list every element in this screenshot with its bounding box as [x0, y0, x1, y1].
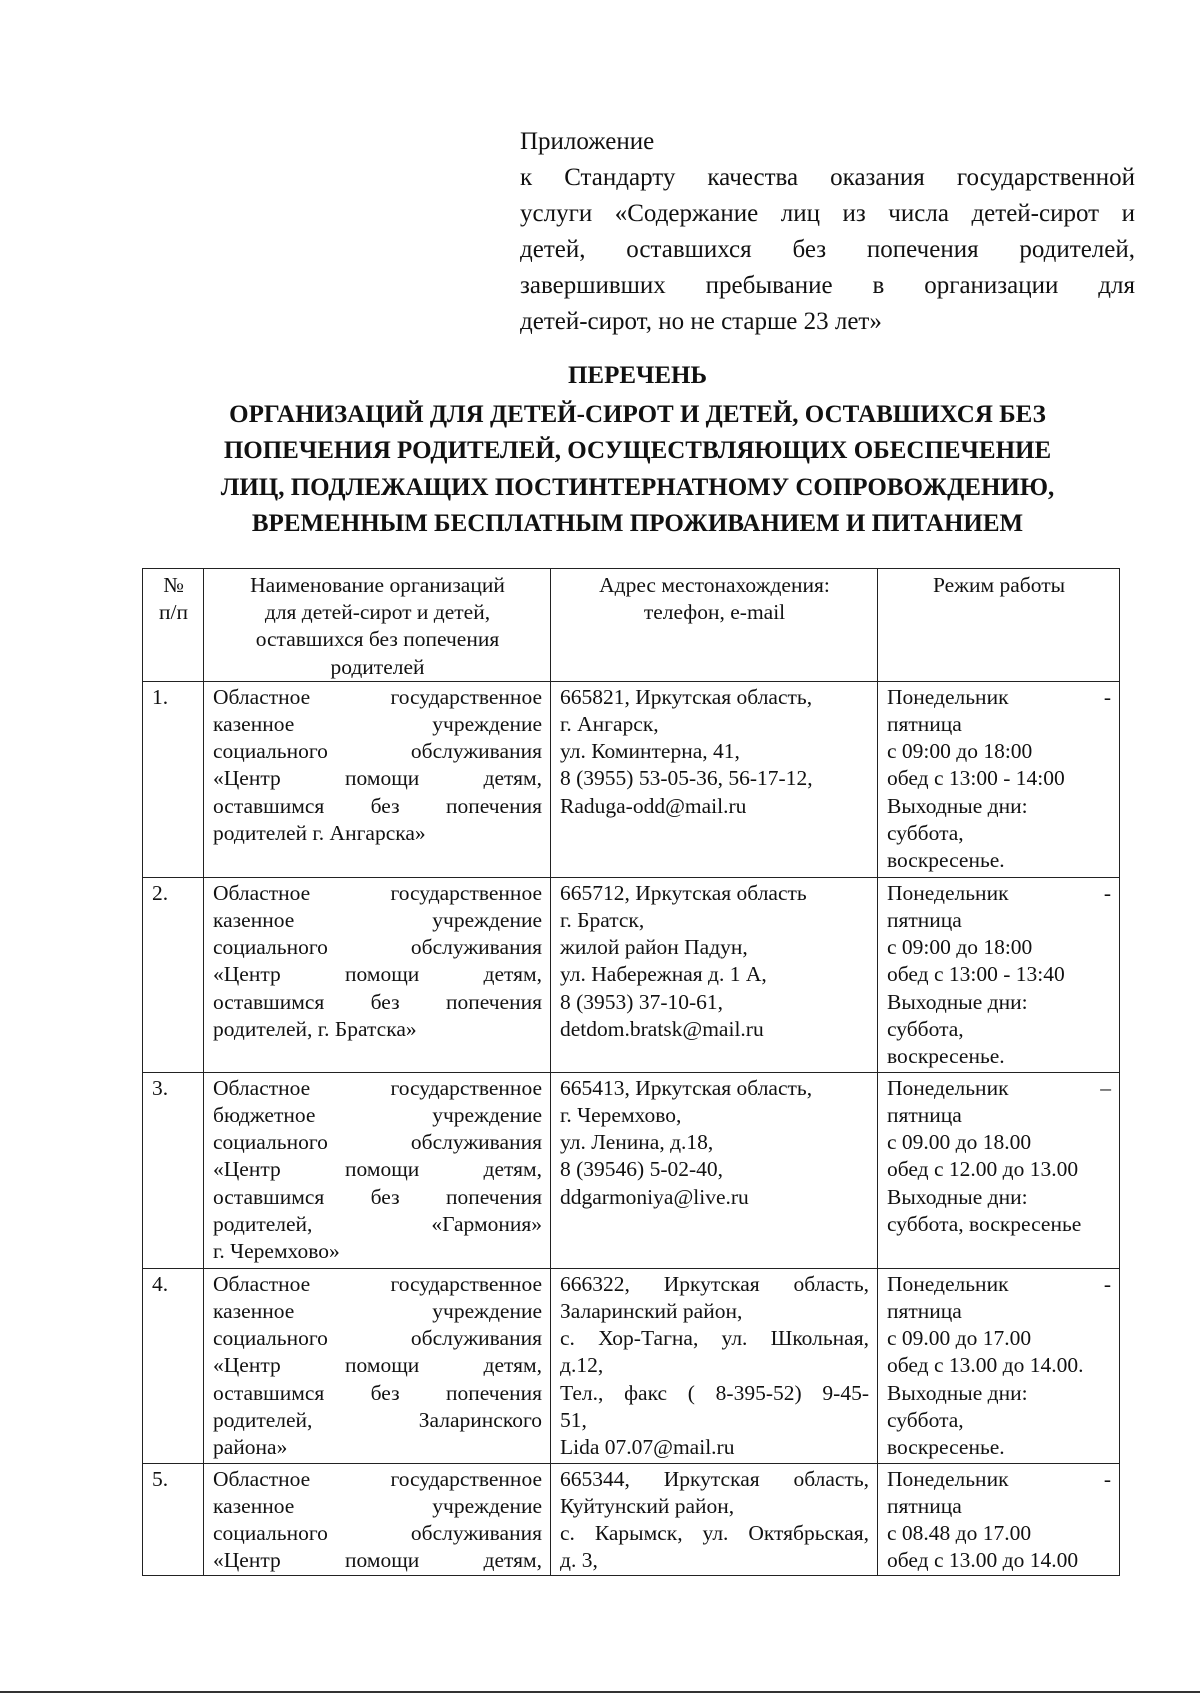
- mode-line: с 09:00 до 18:00: [887, 739, 1033, 764]
- mode-line: воскресенье.: [887, 1435, 1005, 1460]
- mode-first-day: Понедельник: [887, 684, 1009, 709]
- mode-line: Выходные дни:: [887, 1380, 1028, 1405]
- address-cell: [551, 877, 878, 1072]
- address-line: 665712, Иркутская область: [560, 880, 807, 905]
- org-name-line: казенное учреждение: [213, 1494, 542, 1519]
- org-name-cell: [204, 1072, 551, 1268]
- address-line: 666322, Иркутская область,: [560, 1271, 869, 1296]
- address-line: ул. Коминтерна, 41,: [560, 739, 740, 764]
- mode-line: пятница: [887, 908, 962, 933]
- mode-first-day: Понедельник: [887, 880, 1009, 905]
- appendix-line: к Стандарту качества оказания государственной: [520, 164, 1135, 191]
- address-line: 51,: [560, 1407, 587, 1432]
- org-name-line: социального обслуживания: [213, 1130, 542, 1155]
- row-number: 3.: [143, 1072, 204, 1268]
- mode-line: с 09.00 до 18.00: [887, 1130, 1032, 1155]
- address-line: г. Черемхово,: [560, 1103, 682, 1128]
- address-line: г. Ангарск,: [560, 712, 659, 737]
- row-number: 1.: [143, 681, 204, 877]
- org-name-line: «Центр помощи детям,: [213, 1353, 542, 1378]
- mode-dash: –: [1100, 1075, 1111, 1100]
- work-mode-cell: [878, 877, 1120, 1072]
- header-name-line: для детей-сирот и детей,: [264, 600, 491, 625]
- header-num-line: №: [163, 573, 184, 597]
- mode-dash: -: [1103, 880, 1111, 905]
- header-address-line: Адрес местонахождения:: [599, 573, 830, 597]
- table-row: [143, 681, 1120, 877]
- org-name-line: казенное учреждение: [213, 1299, 542, 1324]
- title-line: ЛИЦ, ПОДЛЕЖАЩИХ ПОСТИНТЕРНАТНОМУ СОПРОВОЖДЕНИЮ,: [220, 473, 1055, 501]
- org-name-line: родителей, «Гармония»: [213, 1211, 542, 1236]
- table-row: [143, 877, 1120, 1072]
- title-line: ПОПЕЧЕНИЯ РОДИТЕЛЕЙ, ОСУЩЕСТВЛЯЮЩИХ ОБЕСПЕЧЕНИЕ: [223, 437, 1052, 464]
- address-cell: [551, 1072, 878, 1268]
- org-name-cell: [204, 877, 551, 1072]
- organizations-table: [142, 568, 1120, 1576]
- title-line: ВРЕМЕННЫМ БЕСПЛАТНЫМ ПРОЖИВАНИЕМ И ПИТАНИЕМ: [251, 510, 1024, 537]
- mode-line: обед с 13:00 - 14:00: [887, 766, 1065, 791]
- address-cell: [551, 1463, 878, 1575]
- mode-line: с 09:00 до 18:00: [887, 935, 1033, 960]
- address-line: Заларинский район,: [560, 1299, 743, 1324]
- table-header-row: [143, 569, 1120, 682]
- org-name-line: «Центр помощи детям,: [213, 766, 542, 791]
- org-name-line: г. Черемхово»: [213, 1239, 340, 1264]
- mode-line: Выходные дни:: [887, 793, 1028, 818]
- email-text: Raduga-odd@mail.ru: [560, 793, 747, 818]
- email-text: detdom.bratsk@mail.ru: [560, 1016, 764, 1041]
- org-name-line: социального обслуживания: [213, 1521, 542, 1546]
- address-line: 8 (39546) 5-02-40,: [560, 1157, 724, 1182]
- work-mode-cell: [878, 1268, 1120, 1463]
- row-number: 2.: [143, 877, 204, 1072]
- work-mode-cell: [878, 1463, 1120, 1575]
- org-name-line: бюджетное учреждение: [213, 1103, 542, 1128]
- appendix-line: завершивших пребывание в организации для: [520, 272, 1135, 299]
- org-name-line: Областное государственное: [213, 1075, 542, 1100]
- org-name-cell: [204, 1268, 551, 1463]
- address-line: Тел., факс ( 8-395-52) 9-45-: [560, 1380, 869, 1405]
- mode-first-line: [887, 880, 1111, 907]
- table-row: [143, 1268, 1120, 1463]
- mode-line: воскресенье.: [887, 1044, 1005, 1069]
- org-name-line: родителей, Заларинского: [213, 1407, 542, 1432]
- mode-first-day: Понедельник: [887, 1271, 1009, 1296]
- org-name-line: Областное государственное: [213, 1466, 542, 1491]
- org-name-line: оставшимся без попечения: [213, 1380, 542, 1405]
- mode-line: Выходные дни:: [887, 1184, 1028, 1209]
- appendix-heading: Приложение: [520, 128, 655, 155]
- title-main: ПЕРЕЧЕНЬ: [567, 362, 708, 389]
- table-row: [143, 1463, 1120, 1575]
- appendix-line: детей-сирот, но не старше 23 лет»: [520, 308, 882, 335]
- header-name: [204, 569, 551, 682]
- mode-first-line: [887, 1466, 1111, 1493]
- mode-first-line: [887, 1271, 1111, 1298]
- address-line: 665344, Иркутская область,: [560, 1466, 869, 1491]
- org-name-line: социального обслуживания: [213, 1326, 542, 1351]
- org-name-line: оставшимся без попечения: [213, 989, 542, 1014]
- address-line: г. Братск,: [560, 908, 645, 933]
- mode-line: суббота, воскресенье: [887, 1211, 1082, 1236]
- row-number: 5.: [143, 1463, 204, 1575]
- address-line: 665821, Иркутская область,: [560, 684, 813, 709]
- email-text: ddgarmoniya@live.ru: [560, 1184, 749, 1209]
- address-line: ул. Ленина, д.18,: [560, 1130, 714, 1155]
- email-text: Lida 07.07@mail.ru: [560, 1435, 735, 1460]
- org-name-line: Областное государственное: [213, 880, 542, 905]
- address-cell: [551, 681, 878, 877]
- address-line: с. Хор-Тагна, ул. Школьная,: [560, 1326, 869, 1351]
- mode-line: суббота,: [887, 1016, 964, 1041]
- mode-line: обед с 13.00 до 14.00.: [887, 1353, 1084, 1378]
- header-address-line: телефон, e-mail: [643, 600, 786, 625]
- mode-line: Выходные дни:: [887, 989, 1028, 1014]
- org-name-line: Областное государственное: [213, 684, 542, 709]
- org-name-line: казенное учреждение: [213, 712, 542, 737]
- mode-first-day: Понедельник: [887, 1466, 1009, 1491]
- org-name-line: района»: [213, 1435, 288, 1460]
- org-name-line: социального обслуживания: [213, 935, 542, 960]
- org-name-line: Областное государственное: [213, 1271, 542, 1296]
- org-name-line: родителей, г. Братска»: [213, 1016, 417, 1041]
- header-address: [551, 569, 878, 682]
- header-name-line: родителей: [330, 654, 425, 679]
- row-number: 4.: [143, 1268, 204, 1463]
- org-name-line: социального обслуживания: [213, 739, 542, 764]
- mode-line: пятница: [887, 712, 962, 737]
- appendix-line: услуги «Содержание лиц из числа детей-сирот и: [520, 200, 1135, 227]
- title-line: ОРГАНИЗАЦИЙ ДЛЯ ДЕТЕЙ-СИРОТ И ДЕТЕЙ, ОСТАВШИХСЯ БЕЗ: [229, 400, 1046, 428]
- org-name-line: оставшимся без попечения: [213, 793, 542, 818]
- scan-bottom-edge: [0, 1691, 1200, 1693]
- org-name-cell: [204, 1463, 551, 1575]
- mode-line: пятница: [887, 1494, 962, 1519]
- address-line: 8 (3955) 53-05-36, 56-17-12,: [560, 766, 813, 791]
- mode-line: обед с 13:00 - 13:40: [887, 962, 1065, 987]
- address-line: с. Карымск, ул. Октябрьская,: [560, 1521, 869, 1546]
- appendix-line: детей, оставшихся без попечения родителей,: [520, 236, 1135, 263]
- header-name-line: Наименование организаций: [250, 573, 505, 597]
- mode-dash: -: [1103, 1466, 1111, 1491]
- org-name-line: «Центр помощи детям,: [213, 962, 542, 987]
- work-mode-cell: [878, 681, 1120, 877]
- address-line: д. 3,: [560, 1548, 598, 1573]
- header-name-line: оставшихся без попечения: [255, 627, 500, 652]
- mode-line: с 09.00 до 17.00: [887, 1326, 1032, 1351]
- organizations-table-wrap: [142, 568, 1119, 1576]
- org-name-line: оставшимся без попечения: [213, 1184, 542, 1209]
- org-name-line: «Центр помощи детям,: [213, 1157, 542, 1182]
- mode-line: пятница: [887, 1103, 962, 1128]
- address-line: Куйтунский район,: [560, 1494, 735, 1519]
- mode-line: суббота,: [887, 820, 964, 845]
- mode-first-line: [887, 1075, 1111, 1102]
- org-name-cell: [204, 681, 551, 877]
- mode-line: суббота,: [887, 1407, 964, 1432]
- header-mode: [878, 569, 1120, 682]
- appendix-note: [520, 124, 1135, 340]
- address-line: 8 (3953) 37-10-61,: [560, 989, 724, 1014]
- mode-first-line: [887, 684, 1111, 711]
- mode-dash: -: [1103, 1271, 1111, 1296]
- mode-line: с 08.48 до 17.00: [887, 1521, 1032, 1546]
- mode-first-day: Понедельник: [887, 1075, 1009, 1100]
- org-name-line: казенное учреждение: [213, 908, 542, 933]
- mode-line: обед с 12.00 до 13.00: [887, 1157, 1079, 1182]
- address-line: жилой район Падун,: [560, 935, 748, 960]
- document-title: [150, 358, 1125, 543]
- mode-line: воскресенье.: [887, 848, 1005, 873]
- mode-dash: -: [1103, 684, 1111, 709]
- org-name-line: родителей г. Ангарска»: [213, 820, 426, 845]
- header-num-line: п/п: [159, 600, 188, 625]
- address-cell: [551, 1268, 878, 1463]
- mode-line: пятница: [887, 1299, 962, 1324]
- address-line: ул. Набережная д. 1 А,: [560, 962, 767, 987]
- table-row: [143, 1072, 1120, 1268]
- header-num: [143, 569, 204, 682]
- work-mode-cell: [878, 1072, 1120, 1268]
- header-mode-line: Режим работы: [932, 573, 1066, 597]
- address-line: д.12,: [560, 1353, 604, 1378]
- mode-line: обед с 13.00 до 14.00: [887, 1548, 1079, 1573]
- address-line: 665413, Иркутская область,: [560, 1075, 813, 1100]
- org-name-line: «Центр помощи детям,: [213, 1548, 542, 1573]
